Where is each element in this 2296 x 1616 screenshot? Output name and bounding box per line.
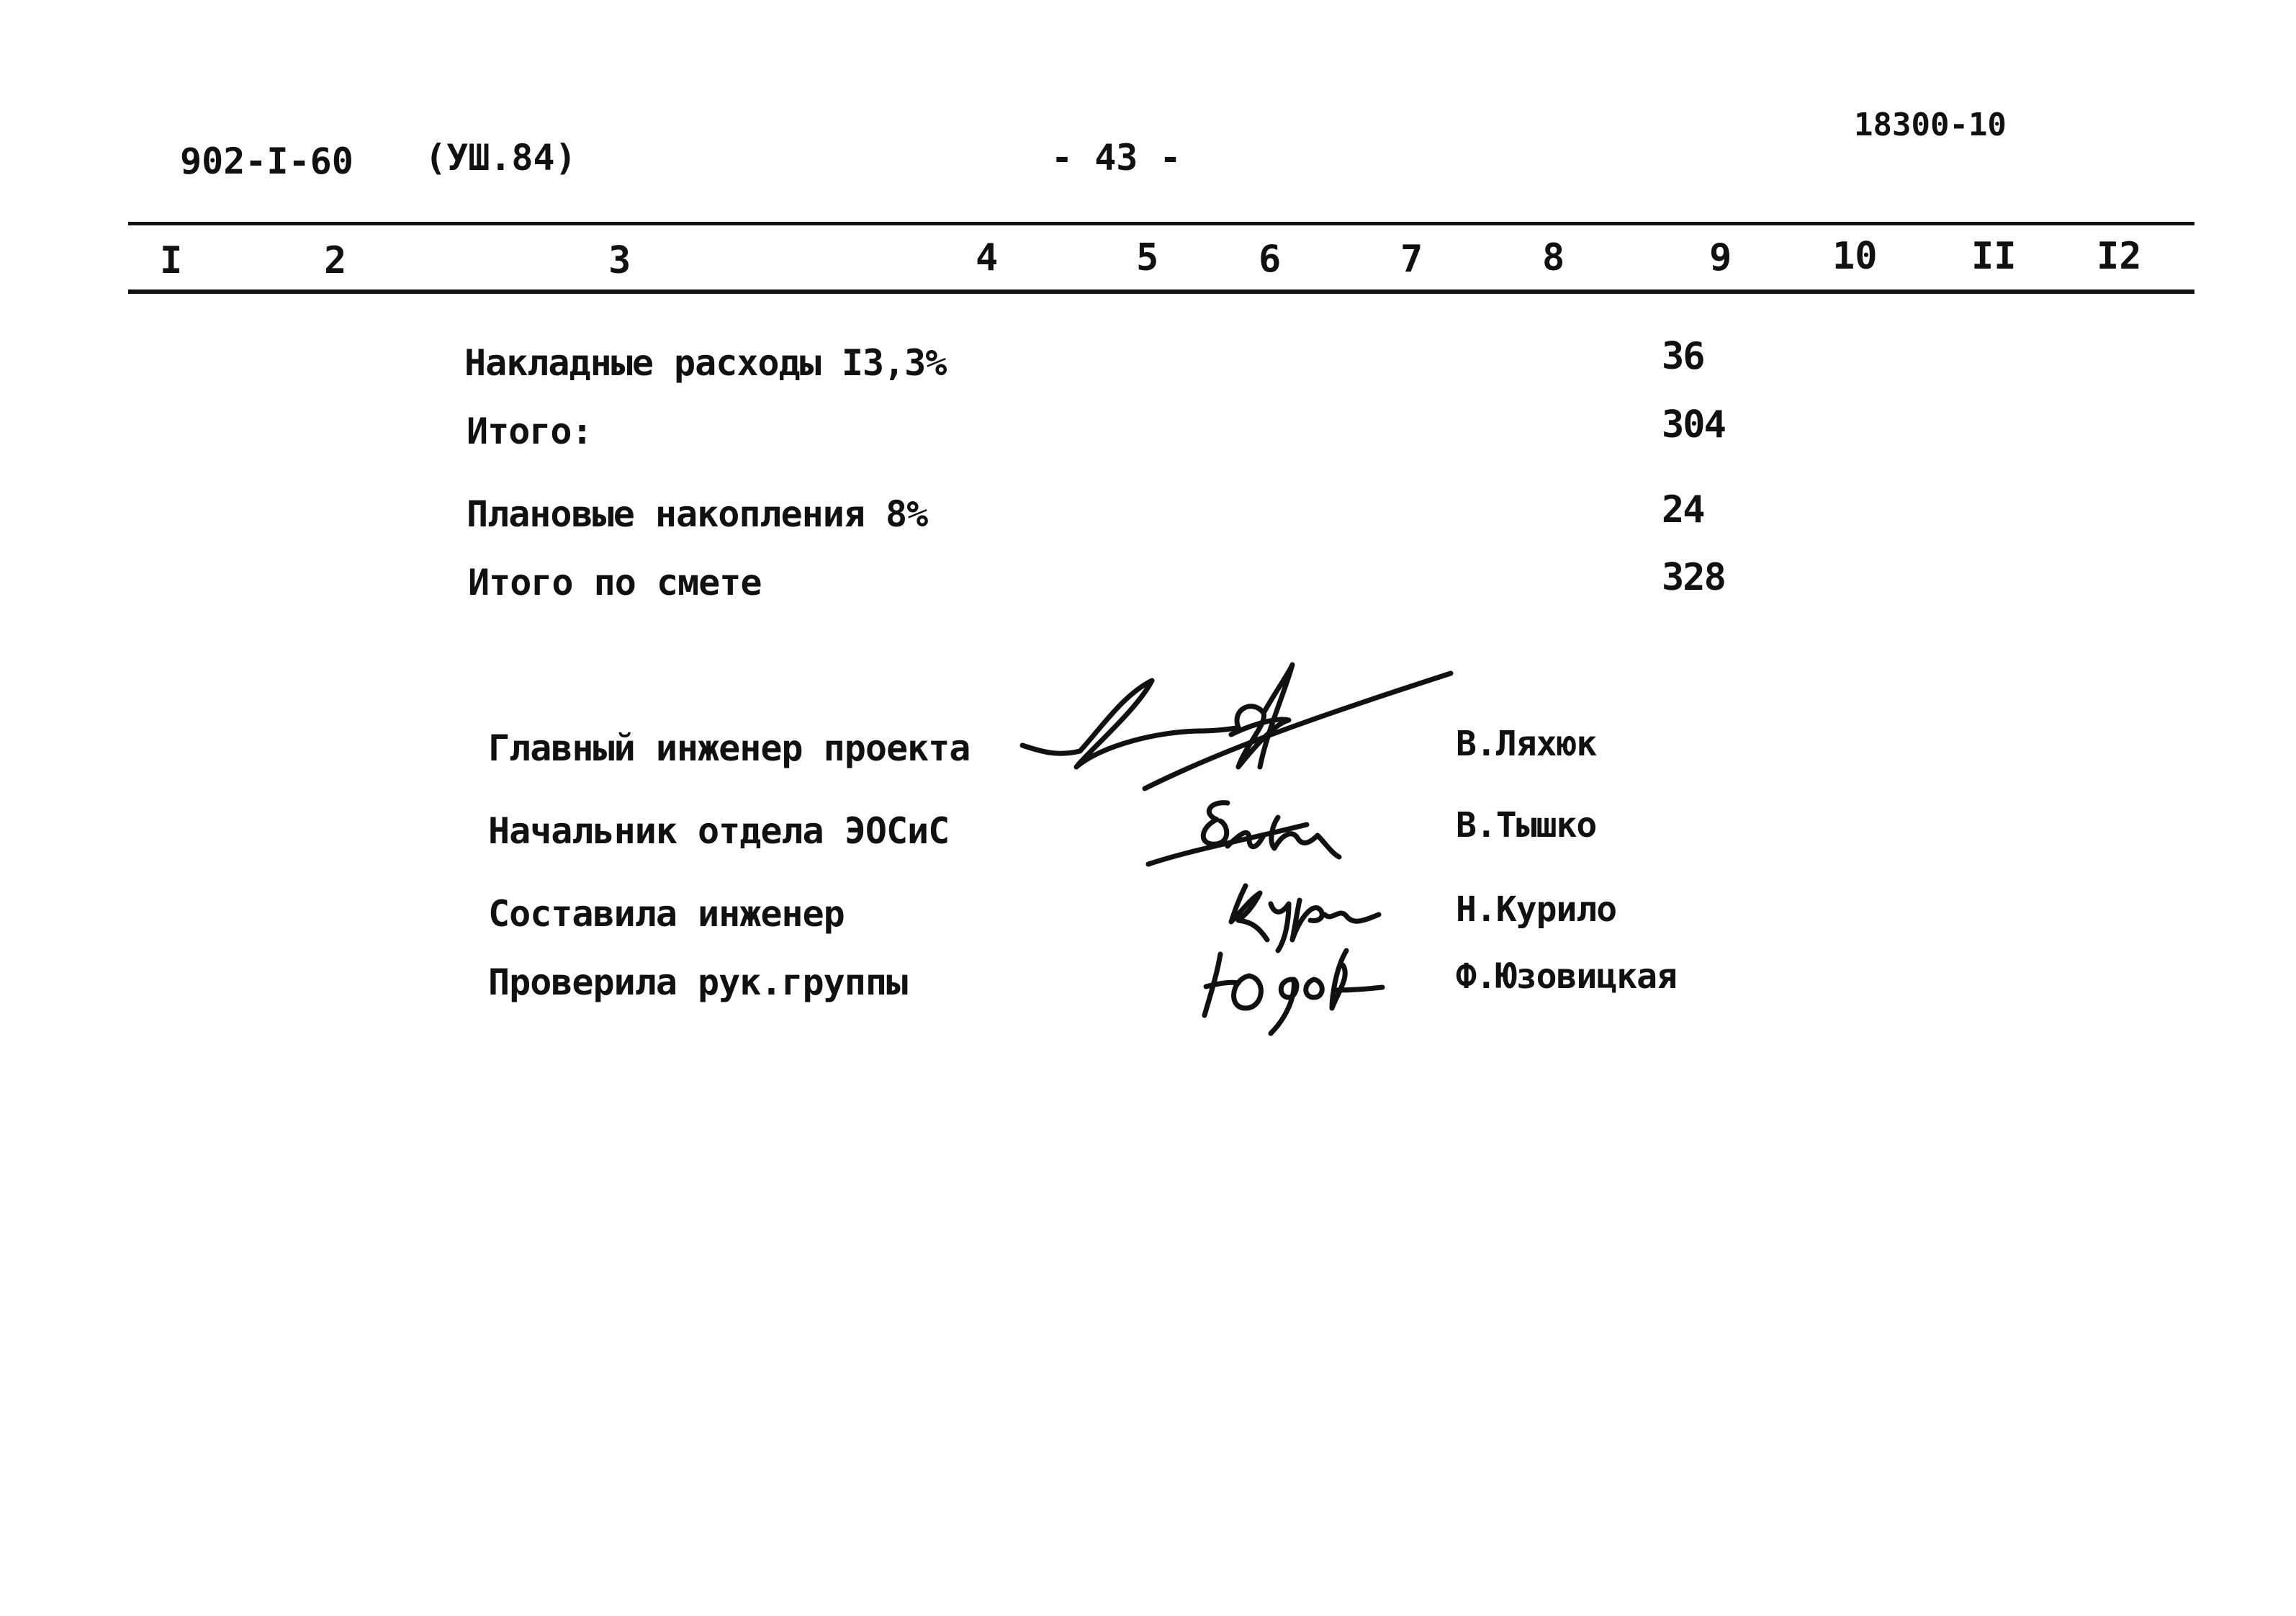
page-number: - 43 - [1051, 137, 1181, 179]
column-number: 10 [1832, 235, 1878, 278]
row-label: Накладные расходы I3,3% [464, 342, 947, 384]
signatory-name: В.Ляхюк [1456, 724, 1597, 764]
row-value: 24 [1662, 488, 1704, 531]
row-value: 328 [1662, 556, 1725, 599]
column-number: 6 [1259, 238, 1282, 281]
column-number: I2 [2097, 235, 2142, 278]
signatory-role: Главный инженер проекта [488, 727, 971, 769]
row-label: Плановые накопления 8% [467, 493, 928, 535]
edition-note: (УШ.84) [425, 137, 577, 179]
column-number: II [1971, 235, 2017, 278]
row-label: Итого по смете [468, 562, 762, 603]
column-number: 4 [976, 236, 999, 279]
signature-chief-engineer [1015, 659, 1462, 789]
document-code: 902-I-60 [180, 140, 354, 182]
signatory-name: В.Тышко [1456, 805, 1597, 845]
signature-department-head [1141, 785, 1364, 875]
column-number: 7 [1400, 238, 1423, 281]
table-bottom-rule [128, 289, 2194, 294]
column-number: 9 [1709, 236, 1732, 279]
column-number: 8 [1542, 236, 1565, 279]
signature-group-head [1199, 940, 1386, 1041]
row-value: 304 [1662, 403, 1725, 446]
signatory-role: Начальник отдела ЭОСиС [488, 810, 950, 852]
column-number: I [160, 239, 183, 282]
archive-number: 18300-10 [1854, 107, 2007, 143]
signatory-role: Составила инженер [488, 893, 845, 935]
row-value: 36 [1662, 335, 1704, 378]
signatory-name: Н.Курило [1456, 889, 1617, 930]
row-label: Итого: [467, 410, 593, 452]
column-number: 5 [1136, 236, 1159, 279]
signatory-role: Проверила рук.группы [488, 961, 908, 1003]
table-top-rule [128, 222, 2194, 225]
column-number: 3 [608, 239, 631, 282]
column-number: 2 [324, 239, 347, 282]
signatory-name: Ф.Юзовицкая [1456, 956, 1677, 997]
